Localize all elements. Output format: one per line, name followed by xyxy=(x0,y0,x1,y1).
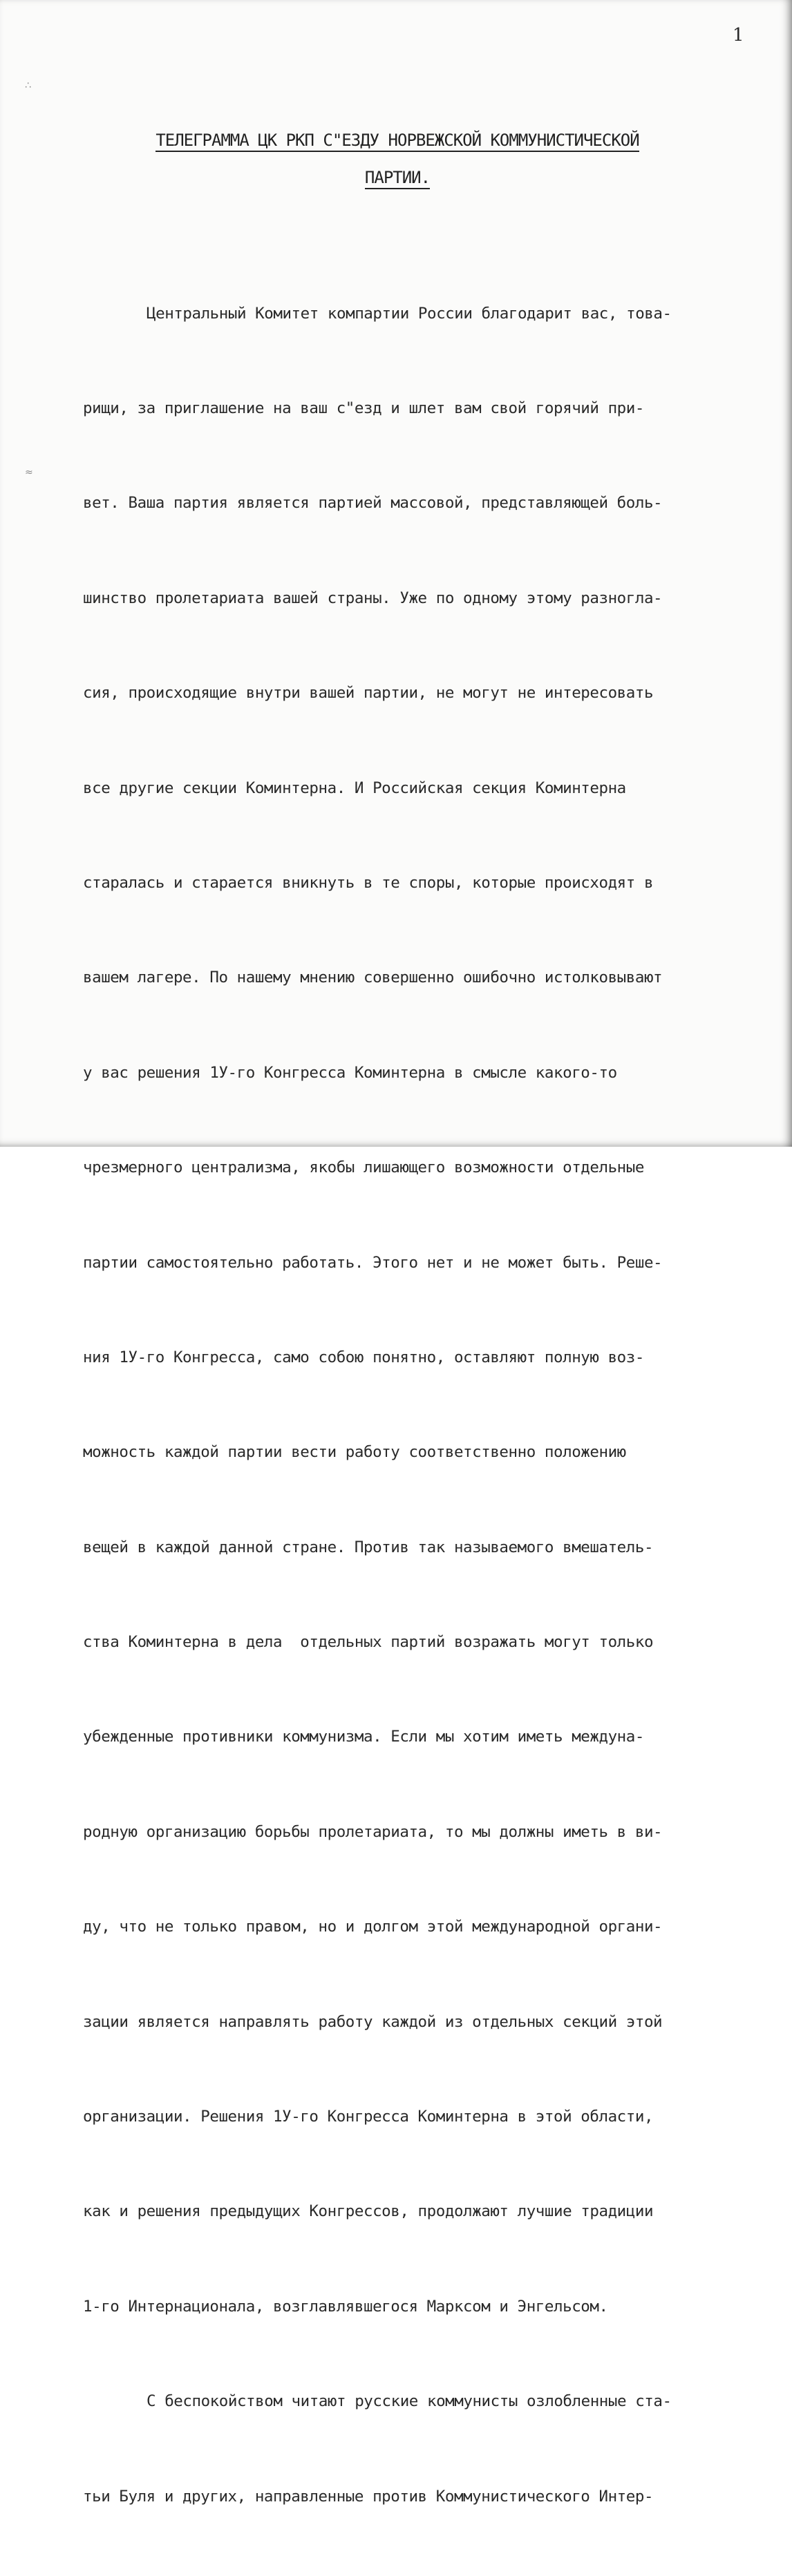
text-line: у вас решения 1У-го Конгресса Коминтерна в смысле какого-то xyxy=(83,1063,617,1082)
text-line: сия, происходящие внутри вашей партии, не могут не интересовать xyxy=(83,684,654,703)
text-line: ду, что не только правом, но и долгом этой международной органи- xyxy=(83,1918,663,1936)
text-line: вашем лагере. По нашему мнению совершенно ошибочно истолковывают xyxy=(83,969,663,987)
page-number: 1 xyxy=(733,25,744,46)
punch-mark: ≈ xyxy=(25,467,33,478)
telegram-body xyxy=(83,235,777,2576)
text-line: можность каждой партии вести работу соответственно положению xyxy=(83,1443,626,1462)
text-line: зации является направлять работу каждой из отдельных секций этой xyxy=(83,2012,663,2031)
text-line: убежденные противники коммунизма. Если мы хотим иметь междуна- xyxy=(83,1728,644,1746)
text-line: Центральный Комитет компартии России благодарит вас, това- xyxy=(147,304,672,323)
text-line: партии самостоятельно работать. Этого нет и не может быть. Реше- xyxy=(83,1253,663,1272)
title-line-2: ПАРТИИ. xyxy=(365,167,430,189)
text-line: все другие секции Коминтерна. И Российская секция Коминтерна xyxy=(83,779,626,797)
text-line: организации. Решения 1У-го Конгресса Коминтерна в этой области, xyxy=(83,2108,654,2126)
text-line: ства Коминтерна в дела отдельных партий возражать могут только xyxy=(83,1633,654,1652)
text-line: ния 1У-го Конгресса, само собою понятно, оставляют полную воз- xyxy=(83,1348,644,1366)
text-line: вет. Ваша партия является партией массовой, представляющей боль- xyxy=(83,494,663,513)
punch-mark: ∴ xyxy=(25,80,31,91)
text-line: С беспокойством читают русские коммунисты озлобленные ста- xyxy=(147,2392,672,2411)
text-line: как и решения предыдущих Конгрессов, продолжают лучшие традиции xyxy=(83,2202,654,2221)
text-line: старалась и старается вникнуть в те споры, которые происходят в xyxy=(83,873,654,892)
text-line: чрезмерного централизма, якобы лишающего возможности отдельные xyxy=(83,1158,644,1177)
text-line: 1-го Интернационала, возглавлявшегося Марксом и Энгельсом. xyxy=(83,2297,608,2316)
text-line: рищи, за приглашение на ваш с"езд и шлет вам свой горячий при- xyxy=(83,399,644,417)
text-line: вещей в каждой данной стране. Против так называемого вмешатель- xyxy=(83,1538,654,1556)
text-line: шинство пролетариата вашей страны. Уже по одному этому разногла- xyxy=(83,589,663,607)
text-line: тьи Буля и других, направленные против Коммунистического Интер- xyxy=(83,2487,654,2506)
document-title xyxy=(104,124,691,199)
text-line: родную организацию борьбы пролетариата, то мы должны иметь в ви- xyxy=(83,1822,663,1841)
title-line-1: ТЕЛЕГРАММА ЦК РКП С"ЕЗДУ НОРВЕЖСКОЙ КОММУНИСТИЧЕСКОЙ xyxy=(155,130,639,152)
